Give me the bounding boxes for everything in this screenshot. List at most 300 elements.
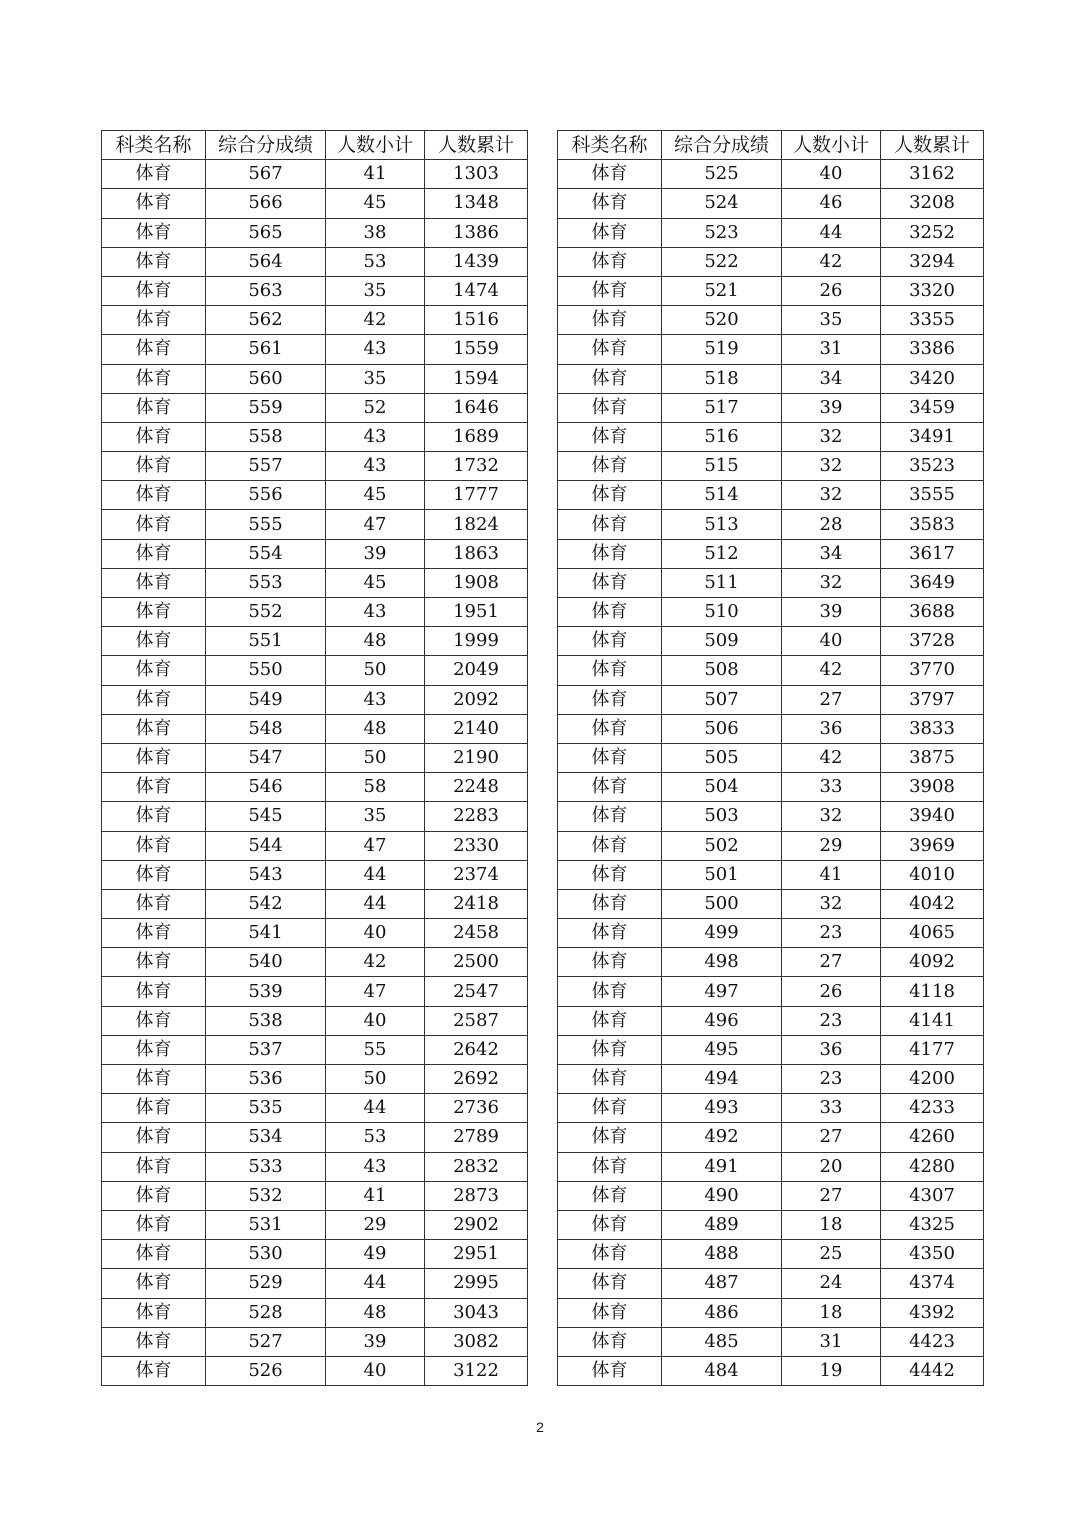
cell-category: 体育 [102, 1298, 206, 1327]
cell-cumulative: 1386 [425, 218, 528, 247]
cell-category: 体育 [558, 1006, 662, 1035]
cell-category: 体育 [558, 948, 662, 977]
cell-count: 28 [782, 510, 881, 539]
cell-cumulative: 1777 [425, 481, 528, 510]
cell-score: 544 [206, 831, 326, 860]
cell-count: 47 [326, 977, 425, 1006]
cell-count: 44 [326, 1094, 425, 1123]
cell-category: 体育 [102, 1240, 206, 1269]
cell-cumulative: 2500 [425, 948, 528, 977]
cell-count: 18 [782, 1298, 881, 1327]
cell-score: 537 [206, 1035, 326, 1064]
table-row [102, 743, 528, 772]
cell-category: 体育 [102, 1210, 206, 1239]
cell-count: 43 [326, 685, 425, 714]
cell-count: 23 [782, 1006, 881, 1035]
cell-category: 体育 [102, 889, 206, 918]
cell-category: 体育 [102, 919, 206, 948]
cell-count: 32 [782, 452, 881, 481]
cell-cumulative: 2092 [425, 685, 528, 714]
cell-score: 495 [662, 1035, 782, 1064]
cell-category: 体育 [558, 1094, 662, 1123]
cell-count: 53 [326, 1123, 425, 1152]
cell-count: 44 [326, 860, 425, 889]
cell-count: 36 [782, 714, 881, 743]
table-row [102, 1240, 528, 1269]
header-score: 综合分成绩 [206, 131, 326, 160]
cell-cumulative: 2283 [425, 802, 528, 831]
table-row [558, 481, 984, 510]
cell-score: 523 [662, 218, 782, 247]
cell-cumulative: 3122 [425, 1356, 528, 1385]
cell-count: 49 [326, 1240, 425, 1269]
score-table-left [101, 130, 528, 1386]
cell-cumulative: 4260 [881, 1123, 984, 1152]
cell-score: 546 [206, 773, 326, 802]
cell-category: 体育 [102, 452, 206, 481]
cell-category: 体育 [558, 656, 662, 685]
cell-category: 体育 [102, 685, 206, 714]
cell-score: 567 [206, 160, 326, 189]
cell-category: 体育 [102, 393, 206, 422]
table-row [102, 685, 528, 714]
cell-score: 520 [662, 306, 782, 335]
cell-score: 554 [206, 539, 326, 568]
cell-category: 体育 [102, 743, 206, 772]
cell-cumulative: 3688 [881, 598, 984, 627]
cell-category: 体育 [558, 1065, 662, 1094]
cell-count: 32 [782, 481, 881, 510]
cell-score: 516 [662, 422, 782, 451]
cell-count: 32 [782, 422, 881, 451]
cell-score: 549 [206, 685, 326, 714]
cell-score: 487 [662, 1269, 782, 1298]
cell-category: 体育 [558, 1123, 662, 1152]
table-row [102, 510, 528, 539]
cell-cumulative: 2458 [425, 919, 528, 948]
table-row [558, 364, 984, 393]
cell-cumulative: 3162 [881, 160, 984, 189]
cell-cumulative: 3908 [881, 773, 984, 802]
cell-count: 36 [782, 1035, 881, 1064]
cell-cumulative: 3523 [881, 452, 984, 481]
cell-score: 489 [662, 1210, 782, 1239]
table-row [102, 889, 528, 918]
cell-score: 511 [662, 568, 782, 597]
table-row [102, 1327, 528, 1356]
cell-category: 体育 [102, 306, 206, 335]
cell-cumulative: 1908 [425, 568, 528, 597]
cell-score: 545 [206, 802, 326, 831]
cell-cumulative: 4374 [881, 1269, 984, 1298]
cell-cumulative: 1999 [425, 627, 528, 656]
header-cumulative: 人数累计 [425, 131, 528, 160]
cell-category: 体育 [558, 1210, 662, 1239]
table-row [102, 1123, 528, 1152]
cell-count: 31 [782, 1327, 881, 1356]
cell-count: 43 [326, 452, 425, 481]
cell-score: 564 [206, 247, 326, 276]
cell-count: 50 [326, 656, 425, 685]
cell-cumulative: 2902 [425, 1210, 528, 1239]
cell-count: 41 [782, 860, 881, 889]
cell-cumulative: 1559 [425, 335, 528, 364]
cell-category: 体育 [558, 714, 662, 743]
cell-category: 体育 [102, 1094, 206, 1123]
cell-category: 体育 [558, 306, 662, 335]
cell-count: 27 [782, 1181, 881, 1210]
table-row [102, 276, 528, 305]
cell-category: 体育 [102, 1327, 206, 1356]
cell-category: 体育 [558, 1327, 662, 1356]
cell-cumulative: 3320 [881, 276, 984, 305]
table-row [102, 306, 528, 335]
table-row [558, 831, 984, 860]
cell-score: 557 [206, 452, 326, 481]
table-row [102, 481, 528, 510]
table-row [102, 1094, 528, 1123]
cell-count: 41 [326, 160, 425, 189]
header-score: 综合分成绩 [662, 131, 782, 160]
table-row [558, 1356, 984, 1385]
cell-score: 532 [206, 1181, 326, 1210]
cell-cumulative: 3875 [881, 743, 984, 772]
cell-cumulative: 4307 [881, 1181, 984, 1210]
table-row [102, 1006, 528, 1035]
cell-category: 体育 [558, 860, 662, 889]
cell-count: 32 [782, 568, 881, 597]
table-row [558, 1152, 984, 1181]
table-row [102, 656, 528, 685]
cell-score: 553 [206, 568, 326, 597]
table-row [102, 1356, 528, 1385]
table-row [558, 1035, 984, 1064]
table-row [558, 860, 984, 889]
cell-count: 31 [782, 335, 881, 364]
cell-cumulative: 3617 [881, 539, 984, 568]
cell-count: 50 [326, 743, 425, 772]
cell-count: 20 [782, 1152, 881, 1181]
table-row [102, 539, 528, 568]
cell-cumulative: 3833 [881, 714, 984, 743]
cell-category: 体育 [558, 568, 662, 597]
score-table-right [557, 130, 984, 1386]
table-row [558, 247, 984, 276]
table-row [102, 1181, 528, 1210]
cell-score: 527 [206, 1327, 326, 1356]
cell-cumulative: 2190 [425, 743, 528, 772]
cell-count: 29 [782, 831, 881, 860]
cell-count: 26 [782, 977, 881, 1006]
cell-score: 521 [662, 276, 782, 305]
cell-count: 27 [782, 1123, 881, 1152]
cell-score: 555 [206, 510, 326, 539]
cell-score: 514 [662, 481, 782, 510]
cell-category: 体育 [102, 831, 206, 860]
cell-score: 510 [662, 598, 782, 627]
table-row [558, 160, 984, 189]
cell-cumulative: 3728 [881, 627, 984, 656]
table-row [558, 510, 984, 539]
cell-score: 560 [206, 364, 326, 393]
cell-score: 506 [662, 714, 782, 743]
cell-count: 52 [326, 393, 425, 422]
table-row [558, 539, 984, 568]
table-row [558, 276, 984, 305]
cell-count: 48 [326, 627, 425, 656]
table-row [102, 598, 528, 627]
cell-category: 体育 [558, 1181, 662, 1210]
cell-score: 499 [662, 919, 782, 948]
cell-cumulative: 2330 [425, 831, 528, 860]
cell-cumulative: 3294 [881, 247, 984, 276]
cell-cumulative: 3969 [881, 831, 984, 860]
cell-count: 32 [782, 802, 881, 831]
cell-score: 519 [662, 335, 782, 364]
table-row [558, 1065, 984, 1094]
table-row [558, 627, 984, 656]
table-row [558, 598, 984, 627]
cell-score: 485 [662, 1327, 782, 1356]
cell-category: 体育 [558, 452, 662, 481]
cell-count: 25 [782, 1240, 881, 1269]
cell-category: 体育 [102, 1181, 206, 1210]
cell-category: 体育 [558, 831, 662, 860]
cell-count: 42 [326, 306, 425, 335]
cell-score: 550 [206, 656, 326, 685]
cell-score: 502 [662, 831, 782, 860]
cell-cumulative: 3355 [881, 306, 984, 335]
cell-score: 507 [662, 685, 782, 714]
cell-cumulative: 4065 [881, 919, 984, 948]
cell-count: 44 [326, 889, 425, 918]
cell-count: 46 [782, 189, 881, 218]
cell-cumulative: 4177 [881, 1035, 984, 1064]
cell-category: 体育 [558, 919, 662, 948]
cell-category: 体育 [558, 889, 662, 918]
cell-count: 33 [782, 773, 881, 802]
cell-category: 体育 [102, 510, 206, 539]
cell-count: 48 [326, 1298, 425, 1327]
cell-category: 体育 [102, 860, 206, 889]
cell-score: 515 [662, 452, 782, 481]
cell-score: 488 [662, 1240, 782, 1269]
cell-score: 500 [662, 889, 782, 918]
cell-cumulative: 1646 [425, 393, 528, 422]
cell-count: 45 [326, 481, 425, 510]
cell-category: 体育 [558, 627, 662, 656]
cell-score: 565 [206, 218, 326, 247]
header-row [558, 131, 984, 160]
cell-category: 体育 [102, 627, 206, 656]
cell-category: 体育 [102, 568, 206, 597]
cell-score: 538 [206, 1006, 326, 1035]
cell-cumulative: 2547 [425, 977, 528, 1006]
table-row [102, 831, 528, 860]
cell-score: 505 [662, 743, 782, 772]
cell-score: 518 [662, 364, 782, 393]
cell-score: 486 [662, 1298, 782, 1327]
header-category: 科类名称 [558, 131, 662, 160]
cell-count: 39 [782, 598, 881, 627]
table-row [102, 802, 528, 831]
cell-count: 33 [782, 1094, 881, 1123]
cell-cumulative: 3208 [881, 189, 984, 218]
cell-cumulative: 2995 [425, 1269, 528, 1298]
table-row [558, 189, 984, 218]
cell-count: 40 [326, 1356, 425, 1385]
table-row [558, 1269, 984, 1298]
table-body [102, 160, 528, 1386]
table-row [102, 364, 528, 393]
cell-count: 29 [326, 1210, 425, 1239]
cell-cumulative: 2248 [425, 773, 528, 802]
cell-category: 体育 [102, 773, 206, 802]
cell-cumulative: 1516 [425, 306, 528, 335]
cell-count: 39 [326, 1327, 425, 1356]
table-row [558, 1240, 984, 1269]
cell-cumulative: 1951 [425, 598, 528, 627]
cell-count: 34 [782, 539, 881, 568]
cell-cumulative: 2832 [425, 1152, 528, 1181]
cell-score: 496 [662, 1006, 782, 1035]
cell-score: 535 [206, 1094, 326, 1123]
cell-category: 体育 [102, 714, 206, 743]
cell-count: 40 [782, 160, 881, 189]
cell-cumulative: 2140 [425, 714, 528, 743]
cell-category: 体育 [558, 189, 662, 218]
cell-category: 体育 [558, 247, 662, 276]
cell-count: 55 [326, 1035, 425, 1064]
cell-count: 40 [326, 919, 425, 948]
table-row [558, 714, 984, 743]
cell-score: 530 [206, 1240, 326, 1269]
cell-cumulative: 1863 [425, 539, 528, 568]
cell-category: 体育 [102, 247, 206, 276]
cell-score: 536 [206, 1065, 326, 1094]
table-row [102, 218, 528, 247]
table-row [558, 306, 984, 335]
cell-cumulative: 2736 [425, 1094, 528, 1123]
cell-category: 体育 [558, 977, 662, 1006]
cell-score: 558 [206, 422, 326, 451]
cell-count: 41 [326, 1181, 425, 1210]
cell-score: 526 [206, 1356, 326, 1385]
cell-score: 503 [662, 802, 782, 831]
cell-cumulative: 3252 [881, 218, 984, 247]
cell-category: 体育 [558, 218, 662, 247]
table-row [102, 452, 528, 481]
cell-cumulative: 2642 [425, 1035, 528, 1064]
cell-category: 体育 [102, 1065, 206, 1094]
table-row [102, 919, 528, 948]
table-row [102, 714, 528, 743]
header-cumulative: 人数累计 [881, 131, 984, 160]
cell-count: 35 [326, 364, 425, 393]
table-row [558, 452, 984, 481]
cell-category: 体育 [558, 539, 662, 568]
cell-count: 48 [326, 714, 425, 743]
header-category: 科类名称 [102, 131, 206, 160]
cell-count: 27 [782, 948, 881, 977]
cell-score: 561 [206, 335, 326, 364]
cell-cumulative: 2049 [425, 656, 528, 685]
table-row [102, 189, 528, 218]
table-row [558, 1210, 984, 1239]
cell-cumulative: 4118 [881, 977, 984, 1006]
cell-category: 体育 [558, 1035, 662, 1064]
cell-count: 43 [326, 335, 425, 364]
table-header [102, 131, 528, 160]
cell-cumulative: 2692 [425, 1065, 528, 1094]
cell-cumulative: 1824 [425, 510, 528, 539]
cell-score: 490 [662, 1181, 782, 1210]
table-row [102, 1298, 528, 1327]
page-number: 2 [536, 1419, 544, 1435]
cell-score: 504 [662, 773, 782, 802]
cell-score: 528 [206, 1298, 326, 1327]
cell-score: 562 [206, 306, 326, 335]
cell-cumulative: 3082 [425, 1327, 528, 1356]
table-body [558, 160, 984, 1386]
table-row [102, 627, 528, 656]
table-row [558, 393, 984, 422]
table-header [558, 131, 984, 160]
cell-cumulative: 4280 [881, 1152, 984, 1181]
cell-score: 512 [662, 539, 782, 568]
cell-count: 35 [782, 306, 881, 335]
cell-count: 23 [782, 1065, 881, 1094]
table-row [558, 422, 984, 451]
cell-category: 体育 [102, 422, 206, 451]
cell-cumulative: 1732 [425, 452, 528, 481]
table-row [558, 218, 984, 247]
table-row [102, 160, 528, 189]
cell-category: 体育 [102, 160, 206, 189]
cell-score: 524 [662, 189, 782, 218]
cell-score: 563 [206, 276, 326, 305]
cell-score: 491 [662, 1152, 782, 1181]
cell-cumulative: 3583 [881, 510, 984, 539]
cell-count: 35 [326, 276, 425, 305]
table-row [558, 1094, 984, 1123]
table-row [102, 1152, 528, 1181]
table-row [558, 743, 984, 772]
table-row [558, 919, 984, 948]
cell-count: 39 [782, 393, 881, 422]
cell-count: 18 [782, 1210, 881, 1239]
cell-category: 体育 [558, 160, 662, 189]
cell-category: 体育 [102, 1006, 206, 1035]
cell-cumulative: 4042 [881, 889, 984, 918]
cell-score: 547 [206, 743, 326, 772]
cell-count: 39 [326, 539, 425, 568]
cell-category: 体育 [102, 1152, 206, 1181]
cell-cumulative: 1594 [425, 364, 528, 393]
cell-count: 23 [782, 919, 881, 948]
cell-category: 体育 [102, 1356, 206, 1385]
cell-cumulative: 4200 [881, 1065, 984, 1094]
table-row [102, 1269, 528, 1298]
table-row [558, 1327, 984, 1356]
cell-count: 40 [782, 627, 881, 656]
table-row [558, 656, 984, 685]
table-row [558, 685, 984, 714]
cell-category: 体育 [558, 510, 662, 539]
cell-cumulative: 3043 [425, 1298, 528, 1327]
table-row [102, 1065, 528, 1094]
cell-cumulative: 1348 [425, 189, 528, 218]
